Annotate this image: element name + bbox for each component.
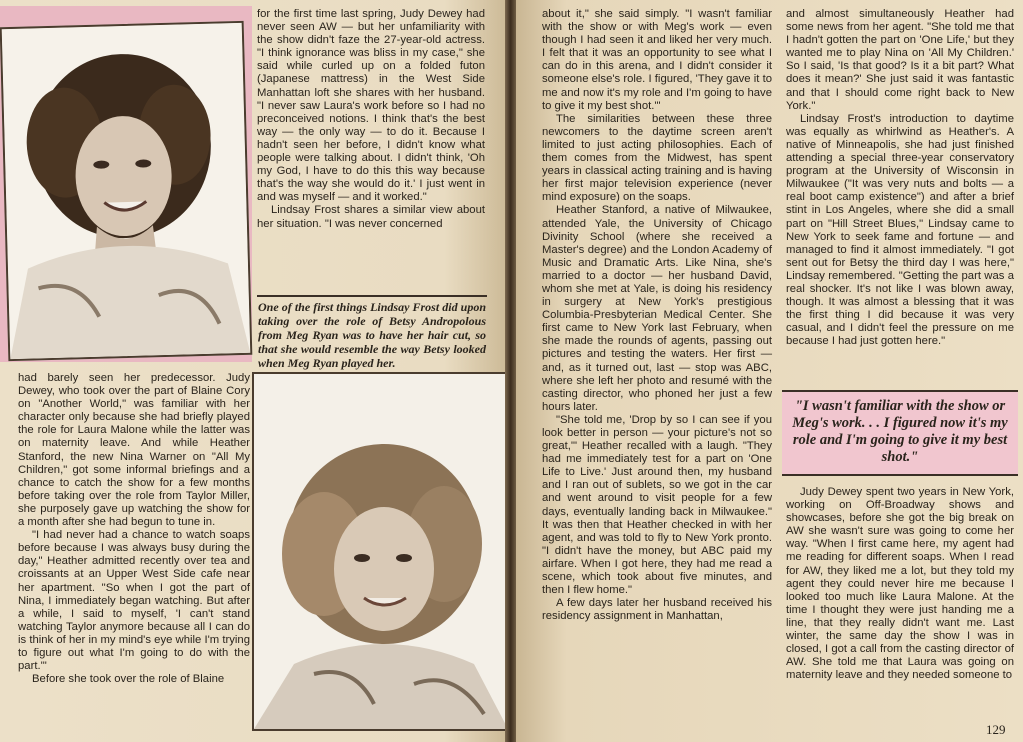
left-page-column-2 [257, 8, 485, 231]
photo-caption: One of the first things Lindsay Frost did upon taking over the role of Betsy Andropolous from Meg Ryan was to have her hair cut, so that she would resemble the way Betsy looked when Meg Ryan played her. [258, 300, 486, 370]
page-gutter [505, 0, 516, 742]
right-page [516, 0, 1023, 742]
top-photo-heather [0, 21, 252, 361]
right-page-column-2b [786, 486, 1014, 682]
paragraph: Heather Stanford, a native of Milwaukee, attended Yale, the University of Chicago Divinity School (where she received a Master's degree) and the London Academy of Music and Dramatic Arts. Like Nina, she's married to a doctor — her husband David, whom she met at Yale, is doing his residency in surgery at New York's prestigious Columbia-Presbyterian Medical Center. She first came to New York last February, when she made the rounds of agents, passing out pictures and testing the waters. Her first — and, as it turned out, last — stop was ABC, where she left her photo and resumé with the casting director, who phoned her just a few hours later. [542, 204, 772, 413]
paragraph: Lindsay Frost's introduction to daytime was equally as whirlwind as Heather's. A native of Minneapolis, she had just finished attending a special three-year conservatory program at the University of Wisconsin in Milwaukee ("It was very nuts and bolts — a real boot camp existence") and after a brief stint in Los Angeles, where she did a small part on "Hill Street Blues," Lindsay came to New York to seek fame and fortune — and managed to find it almost immediately. "I got sent out for Betsy the third day I was here," Lindsay remembered. "Getting the part was a real shocker. It's not like I was blown away, though. It was almost a blessing that it was the first thing I did because it was very casual, and I didn't feel the pressure on me because I had just gotten here." [786, 112, 1014, 348]
pull-quote-text: "I wasn't familiar with the show or Meg's work. . . I figured now it's my role and I'm going to give it my best shot." [792, 398, 1008, 465]
paragraph: about it," she said simply. "I wasn't familiar with the show or with Meg's work — even though I had seen it and liked her very much. I felt that it was an opportunity to see what I can do in this arena, and I didn't consider it someone else's role. I figured, 'They gave it to me and now it's my role and I'm going to have to give it my best shot.'" [542, 8, 772, 112]
portrait-illustration-2 [254, 374, 508, 729]
left-page [0, 0, 505, 742]
right-page-column-1 [542, 8, 772, 623]
bottom-photo-lindsay [252, 372, 510, 731]
portrait-illustration-1 [2, 23, 251, 359]
caption-rule [257, 295, 487, 297]
paragraph: Judy Dewey spent two years in New York, working on Off-Broadway shows and showcases, before she got the big break on AW she wasn't sure was going to come her way. "When I first came here, my agent had me reading for different soaps. When I read for AW, they liked me a lot, but they told my agent they could never hire me because I looked too much like Laura Malone. At the time I thought they were just handing me a line, that they really didn't want me. Last winter, the same day the show I was in closed, I got a call from the casting director of AW. She told me that Laura was going on maternity leave and they needed someone to [786, 486, 1014, 682]
paragraph: for the first time last spring, Judy Dewey had never seen AW — but her unfamiliarity with the show didn't faze the 27-year-old actress. "I think ignorance was bliss in my case," she said while curled up on a folded futon (Japanese mattress) in the West Side Manhattan loft she shares with her husband. "I never saw Laura's work before so I had no preconceived notions. I think that's the best way — the only way — to do it. Because I hadn't seen her before, I didn't know what people were talking about. I didn't think, 'Oh my God, I have to do this this way because that's the way she would do it.' I just went in and was myself — and it worked." [257, 8, 485, 204]
paragraph: had barely seen her predecessor. Judy Dewey, who took over the part of Blaine Cory on "Another World," was familiar with her character only because she had briefly played the role for Laura Malone while the latter was on maternity leave. And while Heather Stanford, the new Nina Warner on "All My Children," got some informal briefings and a chance to catch the show for a few months before taking over the role from Taylor Miller, she purposely gave up watching the show for a month after she had begun to tune in. [18, 372, 250, 529]
paragraph: The similarities between these three newcomers to the daytime screen aren't limited to just acting philosophies. Each of them comes from the Midwest, has spent years in classical acting training and is having her first major television experience (never mind exposure) on the soaps. [542, 112, 772, 204]
paragraph: Lindsay Frost shares a similar view about her situation. "I was never concerned [257, 204, 485, 230]
paragraph: and almost simultaneously Heather had some news from her agent. "She told me that I hadn't gotten the part on 'One Life,' but they wanted me to play Nina on 'All My Children.' So I said, 'Is that good? Is it a bit part? What does it mean?' She just said it was fantastic and that I should come right back to New York." [786, 8, 1014, 112]
paragraph: Before she took over the role of Blaine [32, 673, 225, 686]
left-page-column-1 [18, 372, 250, 686]
paragraph: A few days later her husband received his residency assignment in Manhattan, [542, 597, 772, 623]
pull-quote [782, 390, 1018, 476]
paragraph: "I had never had a chance to watch soaps before because I was always busy during the day," Heather admitted recently over tea and croissants at an Upper West Side cafe near her apartment. "So when I got the part of Nina, I immediately began watching. But after a while, I said to myself, 'I can't stand watching Taylor anymore because all I can do is think of her in my mind's eye while I'm trying to figure out what I'm going to do with the part.'" [18, 529, 250, 673]
page-number: 129 [986, 722, 1006, 737]
paragraph: "She told me, 'Drop by so I can see if you look better in person — your picture's not so great,'" Heather recalled with a laugh. "They had me immediately test for a part on 'One Life to Live.' Just around then, my husband and I ran out of sublets, so we got in the car and went around to visit people for a few days, eventually landing back in Milwaukee." It was then that Heather checked in with her agent, and was told to fly to New York pronto. "I didn't have the money, but ABC paid my airfare. When I got here, they had me read a scene, which took about five minutes, and then I flew home." [542, 413, 772, 597]
right-page-column-2 [786, 8, 1014, 348]
